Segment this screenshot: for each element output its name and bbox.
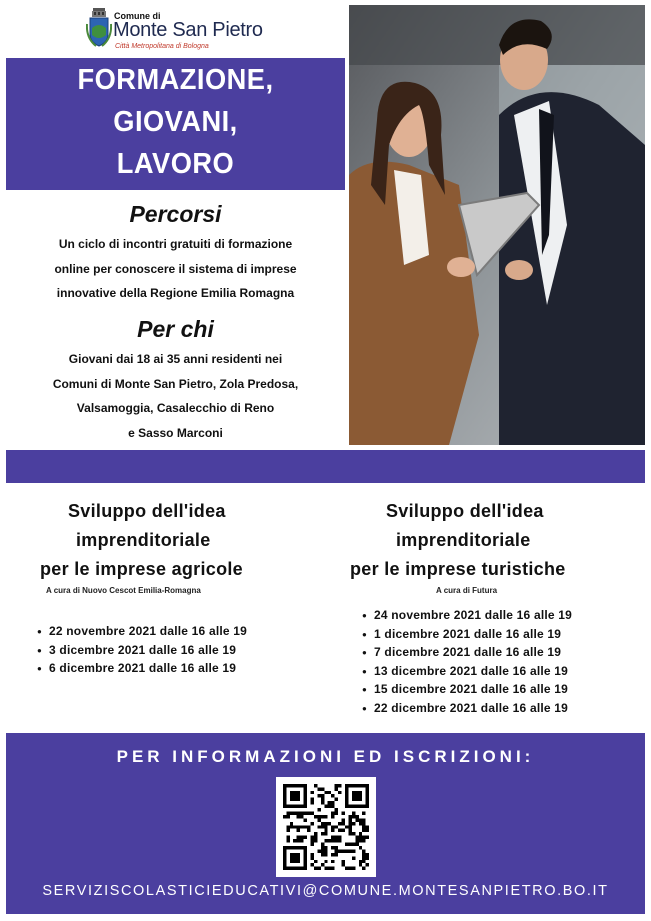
per-chi-text: e Sasso Marconi xyxy=(128,426,223,440)
info-footer xyxy=(6,733,645,914)
date-item xyxy=(362,627,572,646)
date-item xyxy=(37,624,247,643)
date-item xyxy=(362,664,572,683)
per-chi-heading: Per chi xyxy=(137,316,214,342)
course-organizer: A cura di Futura xyxy=(436,586,498,595)
date-item xyxy=(37,643,247,662)
bullet-icon: ● xyxy=(37,664,43,673)
date-text: 22 dicembre 2021 dalle 16 alle 19 xyxy=(374,700,569,715)
percorsi-text: innovative della Regione Emilia Romagna xyxy=(56,286,295,300)
date-item xyxy=(362,701,572,720)
title-line: GIOVANI, xyxy=(113,106,238,138)
date-text: 1 dicembre 2021 dalle 16 alle 19 xyxy=(374,626,562,641)
bullet-icon: ● xyxy=(37,645,43,655)
date-item xyxy=(362,682,572,701)
date-text: 15 dicembre 2021 dalle 16 alle 19 xyxy=(374,682,569,696)
comune-label: Comune di xyxy=(114,11,161,21)
date-item xyxy=(362,645,572,664)
per-chi-text: Valsamoggia, Casalecchio di Reno xyxy=(76,401,275,415)
qr-code-icon[interactable] xyxy=(276,777,376,877)
date-list xyxy=(362,608,572,719)
course-title: per le imprese agricole xyxy=(40,559,243,579)
percorsi-heading: Percorsi xyxy=(129,201,222,227)
coat-of-arms-icon xyxy=(86,8,112,48)
comune-subtitle: Città Metropolitana di Bologna xyxy=(115,43,209,50)
course-title: imprenditoriale xyxy=(76,530,211,550)
percorsi-text: online per conoscere il sistema di imprese xyxy=(54,262,297,276)
date-list xyxy=(37,624,247,680)
course-title: Sviluppo dell'idea xyxy=(386,501,544,521)
date-text: 7 dicembre 2021 dalle 16 alle 19 xyxy=(374,645,562,659)
percorsi-text: Un ciclo di incontri gratuiti di formazione xyxy=(58,237,293,251)
bullet-icon: ● xyxy=(37,627,43,636)
bullet-icon: ● xyxy=(362,666,368,676)
header xyxy=(0,0,345,58)
bullet-icon: ● xyxy=(362,703,368,713)
info-title: PER INFORMAZIONI ED ISCRIZIONI: xyxy=(116,747,535,766)
course-organizer: A cura di Nuovo Cescot Emilia-Romagna xyxy=(46,586,201,595)
per-chi-text: Giovani dai 18 ai 35 anni residenti nei xyxy=(68,352,283,366)
bullet-icon: ● xyxy=(362,685,368,694)
bullet-icon: ● xyxy=(362,648,368,657)
date-text: 22 novembre 2021 dalle 16 alle 19 xyxy=(49,624,248,638)
title-line: LAVORO xyxy=(116,148,235,180)
business-people-photo xyxy=(349,5,645,445)
date-item xyxy=(37,661,247,680)
course-title: per le imprese turistiche xyxy=(350,559,566,579)
per-chi-text: Comuni di Monte San Pietro, Zola Predosa, xyxy=(52,377,299,391)
date-item xyxy=(362,608,572,627)
title-line: FORMAZIONE, xyxy=(77,64,274,96)
course-title: Sviluppo dell'idea xyxy=(68,501,226,521)
bullet-icon: ● xyxy=(362,629,368,639)
course-title: imprenditoriale xyxy=(396,530,531,550)
date-text: 13 dicembre 2021 dalle 16 alle 19 xyxy=(374,663,569,678)
date-text: 3 dicembre 2021 dalle 16 alle 19 xyxy=(49,642,237,657)
divider-band xyxy=(6,450,645,483)
comune-name: Monte San Pietro xyxy=(113,19,263,41)
bullet-icon: ● xyxy=(362,611,368,620)
date-text: 6 dicembre 2021 dalle 16 alle 19 xyxy=(49,661,237,675)
date-text: 24 novembre 2021 dalle 16 alle 19 xyxy=(374,608,573,622)
email-link[interactable]: SERVIZISCOLASTICIEDUCATIVI@COMUNE.MONTESANPIETRO.BO.IT xyxy=(42,883,609,899)
title-box xyxy=(6,58,345,190)
